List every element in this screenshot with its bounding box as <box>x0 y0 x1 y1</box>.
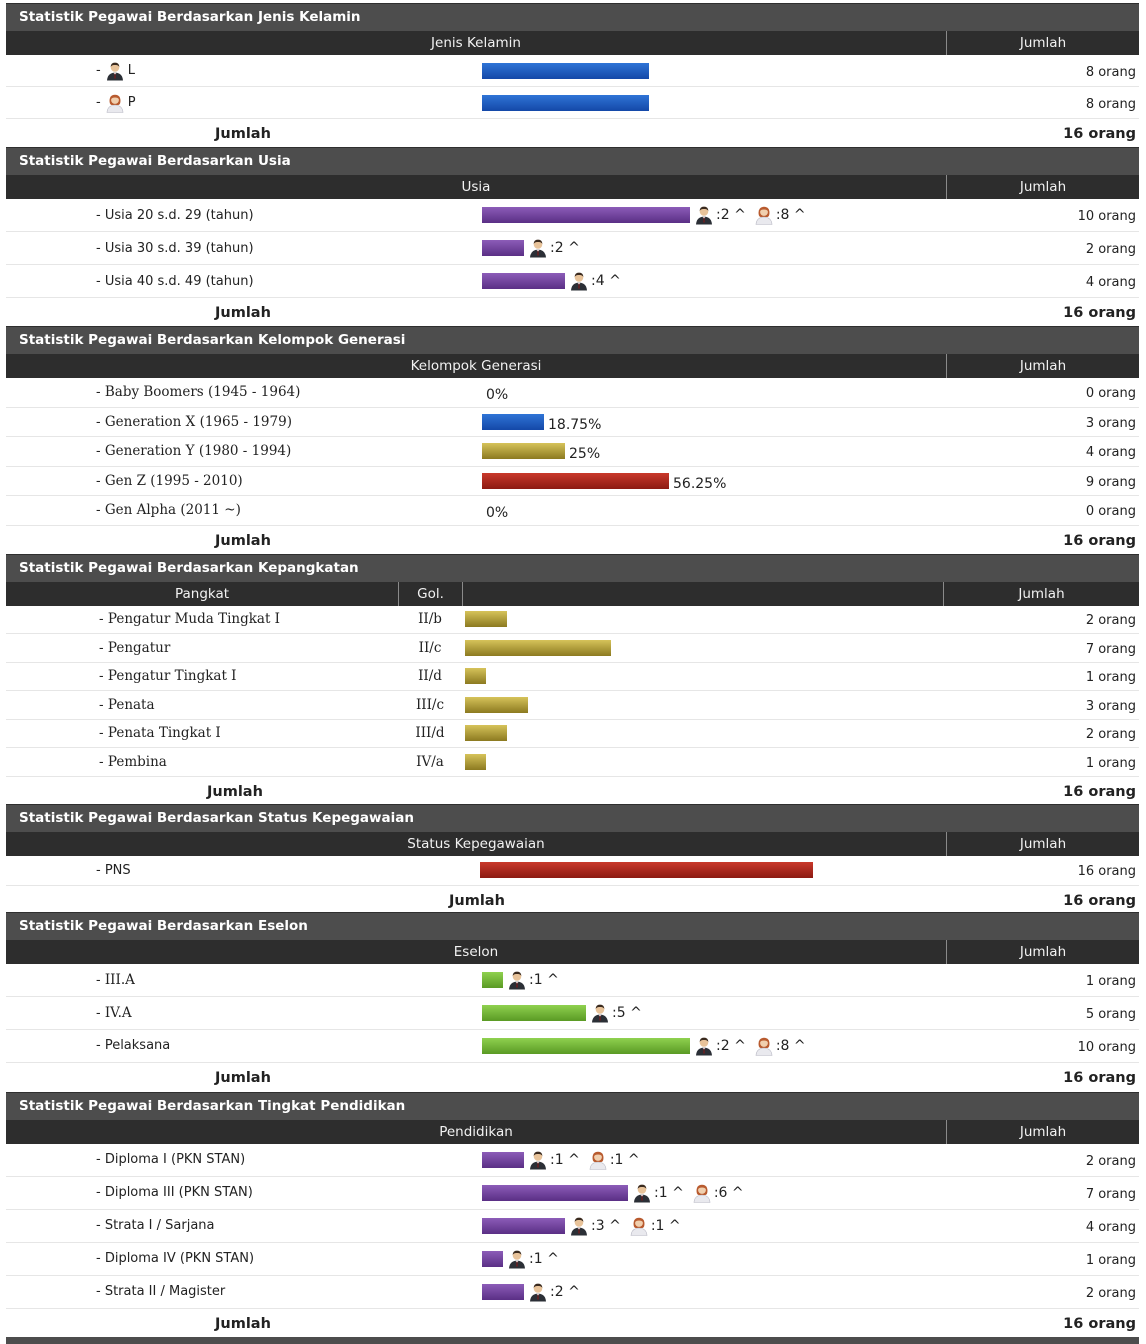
table-row-usia-30 <box>6 232 1139 265</box>
total-label: Jumlah <box>215 1315 271 1332</box>
row-label: - Usia 40 s.d. 49 (tahun) <box>96 273 254 289</box>
bar-cell <box>482 1030 810 1062</box>
bar-cell <box>482 1243 563 1275</box>
total-value: 16 orang <box>1063 1069 1136 1086</box>
total-label: Jumlah <box>215 126 271 142</box>
bar <box>482 63 649 79</box>
bar <box>482 972 503 988</box>
row-prefix: - <box>96 95 101 110</box>
table-row-pangkat <box>6 606 1139 635</box>
female-count <box>692 1183 748 1203</box>
total-row <box>6 298 1139 326</box>
bar-cell <box>482 1276 584 1308</box>
row-count: 4 orang <box>1085 445 1136 461</box>
bar <box>465 754 486 770</box>
row-label: - Generation Y (1980 - 1994) <box>96 443 292 460</box>
bar-cell <box>482 408 601 437</box>
male-count-text: :2 ^ <box>550 240 580 256</box>
bar <box>482 1284 524 1300</box>
total-row <box>6 1063 1139 1092</box>
total-value: 16 orang <box>1063 783 1136 800</box>
row-count: 8 orang <box>1085 64 1136 80</box>
bar-cell <box>480 856 813 885</box>
row-label: - Pengatur <box>99 639 171 656</box>
bar <box>482 1038 690 1054</box>
golongan: II/d <box>418 668 442 685</box>
table-row-pangkat <box>6 691 1139 720</box>
bar-cell <box>482 55 649 86</box>
male-count <box>528 238 584 258</box>
percentage-label: 56.25% <box>673 475 727 492</box>
column-header-row <box>6 832 1139 856</box>
bar <box>482 1005 586 1021</box>
table-row-pangkat <box>6 720 1139 749</box>
male-count-text: :4 ^ <box>591 273 621 289</box>
table-row-usia-40 <box>6 265 1139 298</box>
golongan: II/c <box>418 639 442 656</box>
bar-cell <box>465 748 486 776</box>
row-label <box>96 87 136 118</box>
male-user-icon <box>528 1150 548 1170</box>
female-count <box>588 1150 644 1170</box>
section-title-eselon: Statistik Pegawai Berdasarkan Eselon <box>6 912 1139 940</box>
bar-cell <box>482 437 600 466</box>
total-label: Jumlah <box>207 783 263 800</box>
female-count-text: :8 ^ <box>775 207 806 223</box>
percentage-label: 18.75% <box>548 416 602 433</box>
female-count <box>754 205 810 225</box>
male-count-text: :1 ^ <box>529 1250 559 1267</box>
row-label: - Diploma III (PKN STAN) <box>96 1185 253 1200</box>
table-row-gen-alpha <box>6 496 1139 526</box>
row-label: - Baby Boomers (1945 - 1964) <box>96 384 301 401</box>
row-label: - Penata Tingkat I <box>99 725 221 742</box>
row-count: 1 orang <box>1085 755 1136 771</box>
row-count: 10 orang <box>1077 209 1136 224</box>
bar-cell <box>482 265 625 297</box>
table-row-pendidikan <box>6 1243 1139 1276</box>
row-label: - Pelaksana <box>96 1038 171 1053</box>
male-count <box>569 1216 625 1236</box>
column-header-row <box>6 940 1139 964</box>
table-row-pendidikan <box>6 1276 1139 1309</box>
male-count <box>694 1036 750 1056</box>
bar <box>465 640 611 656</box>
table-row-pangkat <box>6 634 1139 663</box>
gender-label: L <box>127 63 135 78</box>
column-header-gol: Gol. <box>398 582 462 606</box>
bar-cell <box>482 496 508 525</box>
golongan: II/b <box>418 611 442 628</box>
row-count: 16 orang <box>1077 864 1136 879</box>
row-count: 7 orang <box>1085 641 1136 657</box>
row-label: - Strata I / Sarjana <box>96 1218 215 1233</box>
bar <box>482 473 669 489</box>
female-count-text: :8 ^ <box>775 1037 806 1054</box>
row-label: - Pengatur Muda Tingkat I <box>99 611 281 628</box>
table-row-pendidikan <box>6 1177 1139 1210</box>
bar-cell <box>465 720 507 748</box>
bar-cell <box>482 1144 644 1176</box>
total-row <box>6 119 1139 147</box>
section-title-generasi: Statistik Pegawai Berdasarkan Kelompok Generasi <box>6 326 1139 354</box>
bar-cell <box>482 232 584 264</box>
total-row <box>6 1309 1139 1337</box>
male-count <box>507 1249 563 1269</box>
bar <box>482 414 544 430</box>
percentage-label: 0% <box>486 505 509 522</box>
male-count-text: :5 ^ <box>612 1004 642 1021</box>
column-header-row <box>6 175 1139 199</box>
male-count-text: :2 ^ <box>550 1283 580 1300</box>
golongan: III/c <box>415 696 445 713</box>
female-count <box>754 1036 810 1056</box>
column-header-jumlah: Jumlah <box>946 832 1139 856</box>
total-label: Jumlah <box>215 1069 271 1086</box>
row-label: - PNS <box>96 862 131 878</box>
column-header-usia: Usia <box>461 179 491 195</box>
bar <box>482 1218 565 1234</box>
column-header-row <box>6 31 1139 55</box>
male-count <box>507 970 563 990</box>
bar-cell <box>482 1177 748 1209</box>
table-row-generation-y <box>6 437 1139 467</box>
table-row-generation-x <box>6 408 1139 438</box>
row-count: 8 orang <box>1085 96 1136 112</box>
bar <box>482 240 524 256</box>
female-user-icon <box>754 205 774 225</box>
row-count: 1 orang <box>1085 1252 1136 1268</box>
row-count: 2 orang <box>1085 727 1136 743</box>
row-count: 5 orang <box>1085 1006 1136 1022</box>
row-label: - Gen Z (1995 - 2010) <box>96 472 243 489</box>
female-count <box>629 1216 685 1236</box>
table-row-eselon <box>6 997 1139 1030</box>
bar-cell <box>482 87 649 118</box>
row-count: 3 orang <box>1085 698 1136 714</box>
bar <box>465 668 486 684</box>
male-user-icon <box>105 61 125 81</box>
table-row-l <box>6 55 1139 87</box>
section-title-status: Statistik Pegawai Berdasarkan Status Kepegawaian <box>6 804 1139 832</box>
bar-cell <box>482 1210 685 1242</box>
section-title-usia: Statistik Pegawai Berdasarkan Usia <box>6 147 1139 175</box>
percentage-label: 0% <box>486 387 509 404</box>
table-row-pangkat <box>6 663 1139 692</box>
male-count-text: :2 ^ <box>716 207 746 223</box>
table-row-baby-boomers <box>6 378 1139 408</box>
column-header-jumlah: Jumlah <box>946 354 1139 378</box>
row-label <box>96 55 135 86</box>
female-count-text: :1 ^ <box>609 1151 640 1168</box>
male-count-text: :1 ^ <box>654 1184 684 1201</box>
column-header-bar <box>462 582 943 606</box>
total-row <box>6 526 1139 554</box>
row-count: 2 orang <box>1085 1285 1136 1301</box>
bar-cell <box>482 997 646 1029</box>
row-count: 2 orang <box>1085 1153 1136 1169</box>
male-user-icon <box>528 238 548 258</box>
table-row-eselon <box>6 964 1139 997</box>
female-user-icon <box>692 1183 712 1203</box>
row-count: 0 orang <box>1085 504 1136 520</box>
section-title-jenis-kelamin: Statistik Pegawai Berdasarkan Jenis Kelamin <box>6 3 1139 31</box>
gender-label: P <box>127 95 136 110</box>
row-count: 10 orang <box>1077 1039 1136 1055</box>
total-row <box>6 886 1139 912</box>
row-label: - Diploma IV (PKN STAN) <box>96 1251 255 1266</box>
column-header-row <box>6 1120 1139 1144</box>
column-header-pangkat: Pangkat <box>174 585 230 602</box>
row-prefix: - <box>96 63 101 78</box>
table-row-eselon <box>6 1030 1139 1063</box>
bar-cell <box>465 663 486 691</box>
statistics-page <box>6 3 1139 1344</box>
bar-cell <box>482 378 508 407</box>
male-user-icon <box>569 1216 589 1236</box>
bar <box>480 862 813 878</box>
female-user-icon <box>105 93 125 113</box>
section-title-pendidikan: Statistik Pegawai Berdasarkan Tingkat Pendidikan <box>6 1092 1139 1120</box>
row-label: - III.A <box>96 971 135 988</box>
bar-cell <box>465 606 507 634</box>
female-user-icon <box>754 1036 774 1056</box>
row-count: 3 orang <box>1085 415 1136 431</box>
row-count: 1 orang <box>1085 670 1136 686</box>
table-row-gen-z <box>6 467 1139 497</box>
column-header-pendidikan: Pendidikan <box>439 1123 513 1140</box>
bar <box>465 697 528 713</box>
percentage-label: 25% <box>569 446 601 463</box>
table-row-usia-20 <box>6 199 1139 232</box>
column-header-eselon: Eselon <box>453 943 499 960</box>
bar-cell <box>465 634 611 662</box>
row-count: 4 orang <box>1085 1219 1136 1235</box>
male-count <box>528 1150 584 1170</box>
total-value: 16 orang <box>1063 892 1136 909</box>
column-header-row <box>6 354 1139 378</box>
bar <box>482 95 649 111</box>
golongan: III/d <box>415 725 445 742</box>
column-header-jenis-kelamin: Jenis Kelamin <box>431 35 521 51</box>
column-header-jumlah: Jumlah <box>946 31 1139 55</box>
row-label: - Strata II / Magister <box>96 1284 226 1299</box>
row-count: 4 orang <box>1085 275 1136 290</box>
row-count: 7 orang <box>1085 1186 1136 1202</box>
row-label: - Pengatur Tingkat I <box>99 668 237 685</box>
table-row-pendidikan <box>6 1210 1139 1243</box>
male-user-icon <box>694 205 714 225</box>
female-user-icon <box>588 1150 608 1170</box>
bar <box>482 443 565 459</box>
table-row-pendidikan <box>6 1144 1139 1177</box>
table-row-pangkat <box>6 748 1139 777</box>
column-header-row <box>6 582 1139 606</box>
total-value: 16 orang <box>1063 1315 1136 1332</box>
row-count: 2 orang <box>1085 613 1136 629</box>
male-count <box>632 1183 688 1203</box>
total-value: 16 orang <box>1063 126 1136 142</box>
male-user-icon <box>590 1003 610 1023</box>
female-user-icon <box>629 1216 649 1236</box>
row-count: 0 orang <box>1085 386 1136 402</box>
bar-cell <box>482 467 726 496</box>
male-count-text: :3 ^ <box>591 1217 621 1234</box>
total-value: 16 orang <box>1063 305 1136 321</box>
bar <box>482 1251 503 1267</box>
row-label: - Gen Alpha (2011 ~) <box>96 502 241 519</box>
row-count: 1 orang <box>1085 973 1136 989</box>
column-header-jumlah: Jumlah <box>946 175 1139 199</box>
male-user-icon <box>694 1036 714 1056</box>
total-value: 16 orang <box>1063 532 1136 549</box>
total-label: Jumlah <box>215 305 271 321</box>
column-header-status: Status Kepegawaian <box>407 835 545 852</box>
male-count <box>528 1282 584 1302</box>
male-user-icon <box>507 1249 527 1269</box>
male-count <box>694 205 750 225</box>
bar <box>465 611 507 627</box>
column-header-jumlah: Jumlah <box>946 940 1139 964</box>
total-label: Jumlah <box>449 892 505 909</box>
male-user-icon <box>569 271 589 291</box>
bar-cell <box>482 199 810 231</box>
total-row <box>6 777 1139 804</box>
male-user-icon <box>528 1282 548 1302</box>
total-label: Jumlah <box>215 532 271 549</box>
male-count <box>590 1003 646 1023</box>
male-count-text: :2 ^ <box>716 1037 746 1054</box>
female-count-text: :1 ^ <box>650 1217 681 1234</box>
column-header-jumlah: Jumlah <box>946 1120 1139 1144</box>
footer-bar <box>6 1337 1139 1344</box>
bar <box>482 1185 628 1201</box>
row-label: - IV.A <box>96 1004 132 1021</box>
male-count <box>569 271 625 291</box>
row-label: - Usia 20 s.d. 29 (tahun) <box>96 207 254 223</box>
column-header-jumlah: Jumlah <box>943 582 1139 606</box>
bar <box>465 725 507 741</box>
row-label: - Penata <box>99 696 155 713</box>
bar <box>482 207 690 223</box>
table-row-p <box>6 87 1139 119</box>
row-label: - Diploma I (PKN STAN) <box>96 1152 246 1167</box>
row-label: - Pembina <box>99 753 167 770</box>
bar <box>482 273 565 289</box>
female-count-text: :6 ^ <box>713 1184 744 1201</box>
male-count-text: :1 ^ <box>529 971 559 988</box>
male-user-icon <box>507 970 527 990</box>
bar-cell <box>482 964 563 996</box>
section-title-kepangkatan: Statistik Pegawai Berdasarkan Kepangkatan <box>6 554 1139 582</box>
row-count: 2 orang <box>1085 242 1136 257</box>
table-row-pns <box>6 856 1139 886</box>
male-user-icon <box>632 1183 652 1203</box>
row-count: 9 orang <box>1085 474 1136 490</box>
bar-cell <box>465 691 528 719</box>
column-header-generasi: Kelompok Generasi <box>410 358 542 374</box>
bar <box>482 1152 524 1168</box>
row-label: - Usia 30 s.d. 39 (tahun) <box>96 240 254 256</box>
male-count-text: :1 ^ <box>550 1151 580 1168</box>
row-label: - Generation X (1965 - 1979) <box>96 413 292 430</box>
golongan: IV/a <box>416 753 444 770</box>
